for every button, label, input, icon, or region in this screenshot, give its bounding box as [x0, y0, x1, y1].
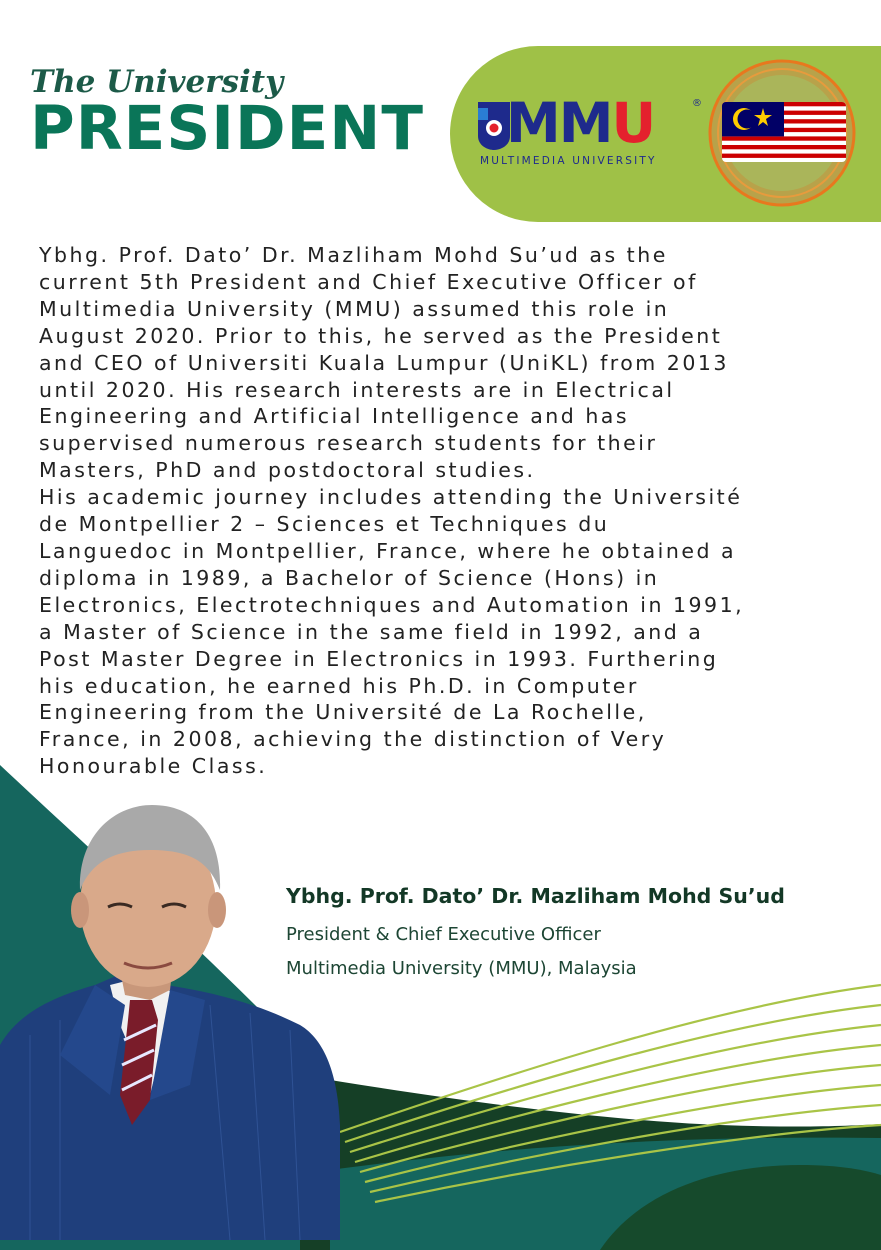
mmu-logo — [474, 91, 704, 174]
mmu-logo-subtitle: MULTIMEDIA UNIVERSITY — [480, 155, 657, 167]
registered-mark: ® — [692, 98, 702, 109]
mmu-wordmark-main: MM — [506, 91, 612, 155]
heading-the-university: The University — [30, 64, 284, 100]
person-organization: Multimedia University (MMU), Malaysia — [286, 958, 637, 979]
mmu-wordmark — [506, 91, 655, 155]
person-title: President & Chief Executive Officer — [286, 924, 601, 945]
mmu-wordmark-accent: U — [611, 91, 655, 155]
president-portrait — [0, 795, 350, 1240]
malaysia-flag-icon — [706, 58, 858, 208]
person-name: Ybhg. Prof. Dato’ Dr. Mazliham Mohd Su’ud — [286, 884, 785, 908]
heading-president: PRESIDENT — [30, 93, 424, 164]
biography-text: Ybhg. Prof. Dato’ Dr. Mazliham Mohd Su’ud as the current 5th President and Chief Executive Officer of Multimedia University (MMU) assumed this role in August 2020. Prior to this, he served as the President and CEO of Universiti Kuala Lumpur (UniKL) from 2013 until 2020. His research interests are in Electrical Engineering and Artificial Intelligence and has supervised numerous research students for their Masters, PhD and postdoctoral studies. His academic journey includes attending the Université de Montpellier 2 – Sciences et Techniques du Languedoc in Montpellier, France, where he obtained a diploma in 1989, a Bachelor of Science (Hons) in Electronics, Electrotechniques and Automation in 1991, a Master of Science in the same field in 1992, and a Post Master Degree in Electronics in 1993. Furthering his education, he earned his Ph.D. in Computer Engineering from the Université de La Rochelle, France, in 2008, achieving the distinction of Very Honourable Class. — [39, 243, 745, 779]
